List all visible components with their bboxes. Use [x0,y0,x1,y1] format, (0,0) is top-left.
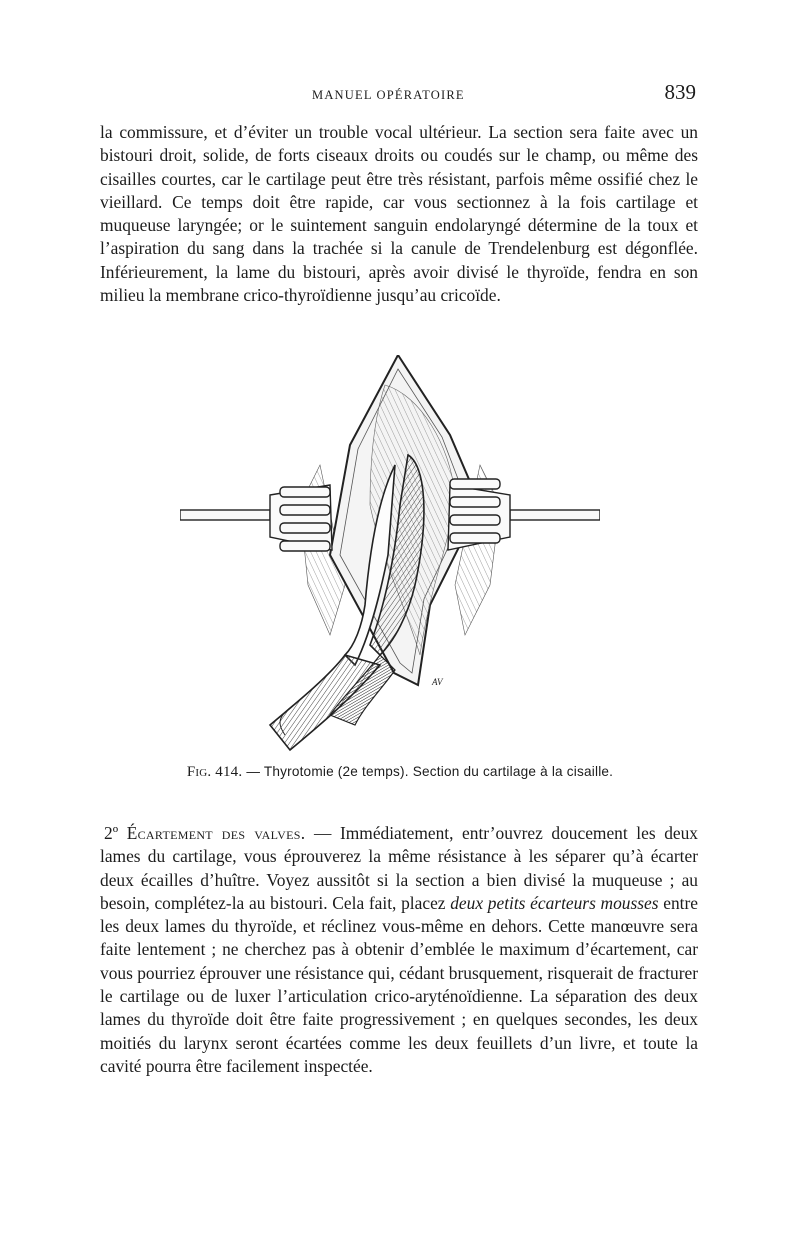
paragraph-incision: la commissure, et d’éviter un trouble vocal ultérieur. La section sera faite avec un bistouri droit, solide, de forts ciseaux droits ou coudés sur le champ, ou même des cisailles courtes, car le cartilage peut être très résistant, parfois même ossifié chez le vieillard. Ce temps doit être rapide, car vous sectionnez à la fois cartilage et muqueuse laryngée; or le suintement sanguin endolaryngé détermine de la toux et l’aspiration du sang dans la trachée si la canule de Trendelenburg est dégonflée. Inférieurement, la lame du bistouri, après avoir divisé le thyroïde, fendra en son milieu la membrane crico-thyroïdienne jusqu’au cricoïde. [100,122,698,306]
figure-caption-text: — Thyrotomie (2e temps). Section du cartilage à la cisaille. [246,764,614,779]
figure-caption [100,764,700,781]
emphasis-text: deux petits écarteurs mousses [450,892,659,913]
figure-thyrotomy [180,355,600,755]
right-retractor [448,479,600,550]
paragraph-text-b: entre les deux lames du thyroïde, et réclinez vous-même en dehors. Cette manœuvre sera faite lentement ; ne cherchez pas à obtenir d’emblée le maximum d’écartement, car vous pourriez éprouver une résistance qui, cédant brusquement, risquerait de fracturer le cartilage ou de luxer l’articulation crico-aryténoïdienne. La séparation des deux lames du thyroïde doit être faite progressivement ; en quelques secondes, les deux moitiés du larynx seront écartées comme les deux feuillets d’un livre, et toute la cavité pourra être facilement inspectée. [100,892,698,1076]
page-number: 839 [664,80,696,104]
left-retractor [180,485,332,551]
paragraph-text-a: — Immédiatement, entr’ouvrez doucement les deux lames du cartilage, vous éprouverez la même résistance à les séparer qu’à écarter deux écailles d’huître. Voyez aussitôt si la section a bien divisé la muqueuse ; au besoin, complétez-la au bistouri. Cela fait, placez [100,823,698,913]
figure-label: Fig. 414. [186,764,243,780]
thyrotomy-engraving [180,355,600,755]
running-head-title: MANUEL OPÉRATOIRE [312,88,465,102]
running-header [100,80,700,110]
paragraph-separation [100,822,698,1078]
section-heading: Écartement des valves. [126,823,306,843]
section-number: 2º [104,823,119,843]
engraver-signature: AV [432,677,443,687]
